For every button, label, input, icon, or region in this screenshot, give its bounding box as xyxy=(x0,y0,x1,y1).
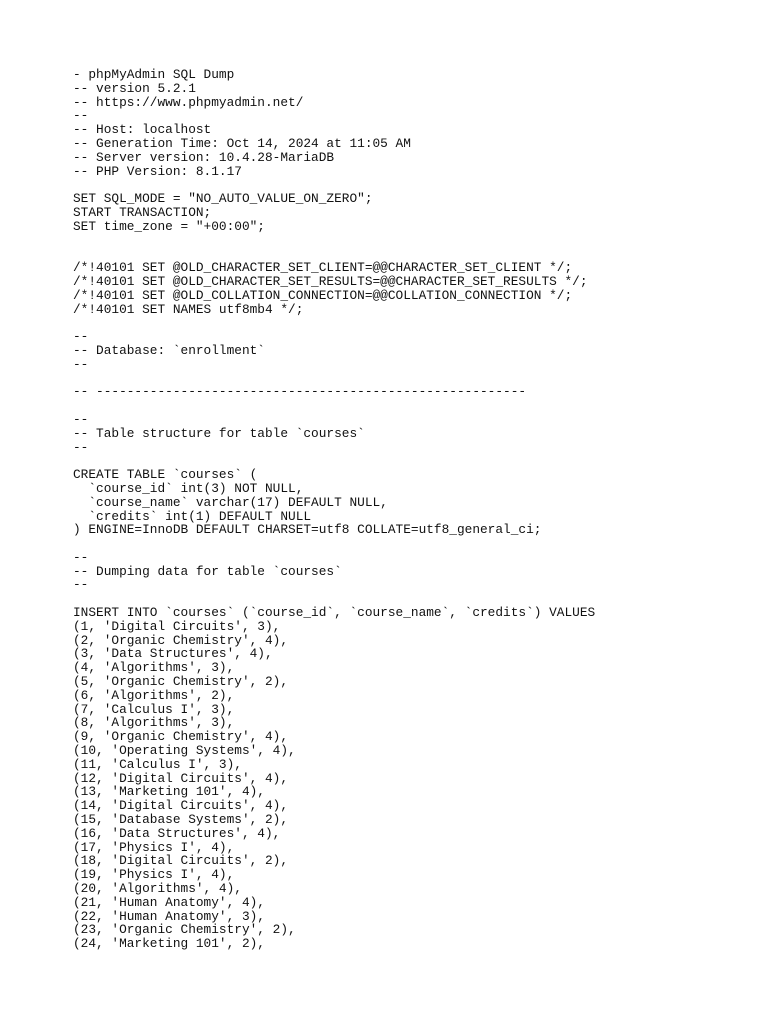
document-line: START TRANSACTION; xyxy=(73,204,212,220)
document-line: -- version 5.2.1 xyxy=(73,80,196,96)
document-line: (6, 'Algorithms', 2), xyxy=(73,687,235,703)
document-line: `course_id` int(3) NOT NULL, xyxy=(73,480,304,496)
document-line: `course_name` varchar(17) DEFAULT NULL, xyxy=(73,494,388,510)
document-line: (12, 'Digital Circuits', 4), xyxy=(73,770,289,786)
document-line: -- xyxy=(73,356,89,372)
document-line xyxy=(73,592,753,606)
document-line: -- xyxy=(73,411,89,427)
document-line: (11, 'Calculus I', 3), xyxy=(73,756,242,772)
document-line: (1, 'Digital Circuits', 3), xyxy=(73,618,281,634)
document-line: - phpMyAdmin SQL Dump xyxy=(73,67,235,82)
document-line: (2, 'Organic Chemistry', 4), xyxy=(73,632,289,648)
document-line xyxy=(73,316,753,330)
document-line: `credits` int(1) DEFAULT NULL xyxy=(73,508,312,524)
document-line: /*!40101 SET @OLD_COLLATION_CONNECTION=@@COLLATION_CONNECTION */; xyxy=(73,287,573,303)
document-line: -- Database: `enrollment` xyxy=(73,342,265,358)
document-line: (7, 'Calculus I', 3), xyxy=(73,701,235,717)
document-line: INSERT INTO `courses` (`course_id`, `course_name`, `credits`) VALUES xyxy=(73,605,596,621)
document-line: -- Generation Time: Oct 14, 2024 at 11:05 AM xyxy=(73,135,411,151)
document-line: (19, 'Physics I', 4), xyxy=(73,867,235,883)
document-line: SET time_zone = "+00:00"; xyxy=(73,218,265,234)
document-line xyxy=(73,537,753,551)
document-line: -- xyxy=(73,439,89,455)
document-line xyxy=(73,372,753,386)
document-line: -- xyxy=(73,549,89,565)
document-line: ) ENGINE=InnoDB DEFAULT CHARSET=utf8 COLLATE=utf8_general_ci; xyxy=(73,522,542,538)
document-line: SET SQL_MODE = "NO_AUTO_VALUE_ON_ZERO"; xyxy=(73,191,373,207)
document-line: CREATE TABLE `courses` ( xyxy=(73,467,258,483)
document-line: (18, 'Digital Circuits', 2), xyxy=(73,853,289,869)
document-line: (17, 'Physics I', 4), xyxy=(73,839,235,855)
document-line: (9, 'Organic Chemistry', 4), xyxy=(73,729,289,745)
document-line: /*!40101 SET @OLD_CHARACTER_SET_RESULTS=@@CHARACTER_SET_RESULTS */; xyxy=(73,273,588,289)
document-line: (23, 'Organic Chemistry', 2), xyxy=(73,922,296,938)
document-line: /*!40101 SET NAMES utf8mb4 */; xyxy=(73,301,304,317)
document-line: (4, 'Algorithms', 3), xyxy=(73,660,235,676)
document-line: (5, 'Organic Chemistry', 2), xyxy=(73,674,289,690)
document-line: -- https://www.phpmyadmin.net/ xyxy=(73,94,304,110)
document-line xyxy=(73,178,753,192)
document-line xyxy=(73,247,753,261)
document-line: (10, 'Operating Systems', 4), xyxy=(73,743,296,759)
document-line: (14, 'Digital Circuits', 4), xyxy=(73,798,289,814)
sql-dump-document xyxy=(73,68,753,951)
document-line: (20, 'Algorithms', 4), xyxy=(73,881,242,897)
document-line xyxy=(73,454,753,468)
document-line: -- -------------------------------------------------------- xyxy=(73,384,527,400)
document-line: /*!40101 SET @OLD_CHARACTER_SET_CLIENT=@@CHARACTER_SET_CLIENT */; xyxy=(73,260,573,276)
document-line: (21, 'Human Anatomy', 4), xyxy=(73,894,265,910)
document-line: -- Host: localhost xyxy=(73,122,212,138)
document-line xyxy=(73,399,753,413)
document-line: -- Dumping data for table `courses` xyxy=(73,563,342,579)
document-line: -- xyxy=(73,108,89,124)
document-line xyxy=(73,234,753,248)
document-line: -- xyxy=(73,577,89,593)
document-line: (22, 'Human Anatomy', 3), xyxy=(73,908,265,924)
document-line: (8, 'Algorithms', 3), xyxy=(73,715,235,731)
document-line: (13, 'Marketing 101', 4), xyxy=(73,784,265,800)
document-line: (24, 'Marketing 101', 2), xyxy=(73,936,265,952)
document-line: (3, 'Data Structures', 4), xyxy=(73,646,273,662)
document-line: (16, 'Data Structures', 4), xyxy=(73,825,281,841)
document-line: -- PHP Version: 8.1.17 xyxy=(73,163,242,179)
document-line: -- Server version: 10.4.28-MariaDB xyxy=(73,149,335,165)
document-line: -- xyxy=(73,329,89,345)
document-line: (15, 'Database Systems', 2), xyxy=(73,812,289,828)
document-line: -- Table structure for table `courses` xyxy=(73,425,365,441)
